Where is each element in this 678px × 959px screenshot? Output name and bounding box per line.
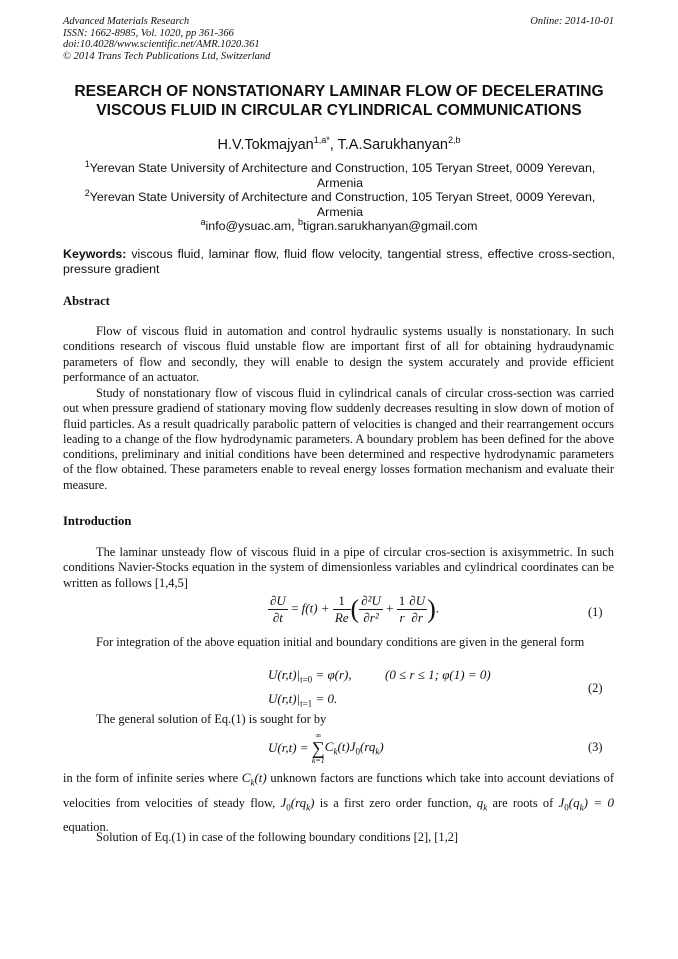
eq1-equals: = [287, 600, 302, 616]
equation-3-number: (3) [588, 740, 603, 754]
eq2-condition: (0 ≤ r ≤ 1; φ(1) = 0) [385, 667, 491, 682]
online-date: Online: 2014-10-01 [530, 16, 614, 27]
p4-part-b: unknown factors are functions which take into account deviations of velocities from velocities of steady flow, [63, 771, 614, 810]
eq3-c: C [324, 739, 334, 755]
inline-ck-c: C [241, 770, 251, 785]
author-2-sup: 2,b [447, 135, 461, 146]
title-line-2: VISCOUS FLUID IN CIRCULAR CYLINDRICAL COMMUNICATIONS [96, 102, 582, 119]
eq3-sum-top: ∞ [315, 731, 322, 740]
inline-root-arg: (q [568, 794, 580, 810]
eq3-j-sub: 0 [355, 746, 360, 757]
inline-qk [476, 794, 488, 813]
eq1-inv-r [397, 593, 408, 626]
inline-ck-t: (t) [254, 770, 267, 785]
equation-2-number: (2) [588, 681, 603, 695]
issn: ISSN: 1662-8985, Vol. 1020, pp 361-366 [63, 27, 234, 39]
affiliation-1 [72, 158, 608, 190]
affiliation-2 [72, 187, 608, 219]
eq1-first-deriv [407, 593, 427, 626]
eq2-l2b: = 0. [312, 691, 338, 706]
eq1-second-deriv-num: ∂²U [361, 593, 381, 608]
eq1-lparen: ( [350, 594, 360, 624]
email-b: tigran.sarukhanyan@gmail.com [303, 219, 478, 233]
equation-1 [268, 593, 439, 626]
title-line-1: RESEARCH OF NONSTATIONARY LAMINAR FLOW OF DECELERATING [74, 83, 604, 100]
keywords-label: Keywords: [63, 247, 127, 261]
inline-j0-j: J [280, 794, 287, 810]
eq3-c-sub: k [333, 746, 338, 757]
inline-qk-sub: k [483, 802, 488, 813]
journal-name: Advanced Materials Research [63, 16, 190, 27]
eq1-rparen: ) [427, 594, 436, 624]
affiliation-2-sup: 2 [84, 187, 90, 198]
author-1-sup: 1,a* [313, 135, 330, 146]
eq3-lhs: U(r,t) = [268, 740, 312, 755]
abstract-paragraph-2: Study of nonstationary flow of viscous fluid in cylindrical canals of circular cross-section was carried out when pressure gradiend of stationary moving flow suddenly decreases resulting in slow down of motion of fluid particles. As a result quadrically parabolic pattern of velocities is changed and their rearrangement occurs leading to a change of the flow hydrodynamic parameters. A boundary problem has been defined for the above conditions, preliminary and initial conditions have been determined and respective hydrodynamic parameters of the flow obtained. These parameters enable to reveal energy losses formation mechanism and evaluate their measure. [63, 386, 614, 492]
doi: doi:10.4028/www.scientific.net/AMR.1020.361 [63, 39, 260, 50]
eq3-sum [312, 731, 325, 765]
eq3-sum-sign: ∑ [311, 738, 325, 758]
eq1-coef-den: Re [334, 610, 349, 625]
copyright: © 2014 Trans Tech Publications Ltd, Switzerland [63, 50, 271, 62]
inline-root-j: J [558, 794, 565, 810]
eq1-inv-r-den: r [399, 610, 405, 625]
p4-part-a: in the form of infinite series where [63, 771, 242, 785]
keywords-text: viscous fluid, laminar flow, fluid flow velocity, tangential stress, effective cross-section, pressure gradient [63, 247, 615, 276]
intro-paragraph-1: The laminar unsteady flow of viscous fluid in a pipe of circular cros-section is axisymmetric. In such conditions Navier-Stocks equation in the system of dimensionless variables and cylindrical coordinates can be written as follows [1,4,5] [63, 545, 614, 590]
affiliation-1-text: Yerevan State University of Architecture and Construction, 105 Teryan Street, 0009 Yerevan, Armenia [89, 161, 596, 190]
inline-j0-end: ) [310, 794, 315, 810]
eq3-rhs [324, 739, 384, 757]
p4-part-e: equation. [63, 820, 109, 835]
intro-paragraph-3: The general solution of Eq.(1) is sought for by [96, 712, 327, 726]
affiliation-2-text: Yerevan State University of Architecture and Construction, 105 Teryan Street, 0009 Yerevan, Armenia [89, 190, 596, 219]
inline-j0-sub: 0 [286, 802, 291, 813]
eq2-l1: U(r,t)| [268, 667, 301, 682]
eq1-lhs [268, 593, 288, 626]
inline-ck-sub: k [250, 777, 255, 788]
inline-root-k: k [579, 802, 584, 813]
introduction-heading: Introduction [63, 514, 132, 528]
inline-root-eq [558, 794, 614, 813]
equation-2-line-1 [268, 667, 352, 685]
inline-root-sub: 0 [564, 802, 569, 813]
eq1-coef [333, 593, 351, 626]
eq1-plus: + [382, 600, 397, 616]
eq1-end: . [435, 600, 439, 616]
intro-paragraph-2: For integration of the above equation initial and boundary conditions are given in the general form [96, 635, 585, 649]
email-a-sup: a [200, 216, 206, 227]
eq1-first-deriv-num: ∂U [409, 593, 426, 608]
eq2-l2: U(r,t)| [268, 691, 301, 706]
eq1-lhs-num: ∂U [270, 593, 286, 608]
eq1-inv-r-num: 1 [398, 593, 406, 608]
eq3-j: (t)J [337, 739, 356, 755]
inline-root-end: ) = 0 [583, 794, 614, 810]
inline-ck [241, 770, 267, 788]
inline-qk-q: q [476, 794, 484, 810]
eq1-ft: f(t) + [301, 600, 333, 616]
abstract-paragraph-1: Flow of viscous fluid in automation and control hydraulic systems usually is nonstationary. In such conditions research of viscous fluid unstable flow are important first of all for obtaining hydraudynamic parameters of flow and secondly, they will enable to design the system accurately and provide efficient performance of an actuator. [63, 324, 614, 384]
inline-j0 [280, 794, 315, 813]
eq2-l2-sub: t=1 [300, 698, 313, 709]
eq2-l1-sub: t=0 [300, 674, 313, 685]
equation-1-number: (1) [588, 605, 603, 619]
abstract-heading: Abstract [63, 294, 110, 308]
email-b-sup: b [298, 216, 304, 227]
eq3-end: ) [379, 739, 384, 755]
equation-2-line-2 [268, 691, 337, 709]
eq1-second-deriv [359, 593, 383, 626]
inline-j0-k: k [306, 802, 311, 813]
keywords [63, 247, 615, 276]
eq3-sum-bottom: k=1 [311, 756, 325, 765]
emails [40, 216, 638, 233]
equation-3 [268, 731, 384, 769]
eq3-arg-sub: k [375, 746, 380, 757]
eq3-arg: (rq [359, 739, 376, 755]
author-separator: , [329, 137, 338, 153]
author-2: T.A.Sarukhanyan [337, 137, 448, 153]
p4-part-c: is a first zero order function, [314, 795, 477, 810]
intro-paragraph-4 [63, 768, 614, 837]
affiliation-1-sup: 1 [84, 158, 90, 169]
intro-paragraph-5: Solution of Eq.(1) in case of the following boundary conditions [2], [1,2] [96, 830, 459, 844]
author-1: H.V.Tokmajyan [217, 137, 314, 153]
paper-title [40, 82, 638, 120]
eq1-first-deriv-den: ∂r [411, 610, 423, 625]
inline-j0-arg: (rq [290, 794, 307, 810]
eq1-lhs-den: ∂t [272, 610, 283, 625]
eq1-second-deriv-den: ∂r² [363, 610, 379, 625]
email-a: info@ysuac.am, [205, 219, 299, 233]
p4-part-d: are roots of [487, 795, 559, 810]
eq2-l1b: = φ(r), [312, 667, 352, 682]
eq1-coef-num: 1 [333, 593, 351, 610]
journal-header [63, 16, 270, 62]
authors [40, 137, 638, 153]
